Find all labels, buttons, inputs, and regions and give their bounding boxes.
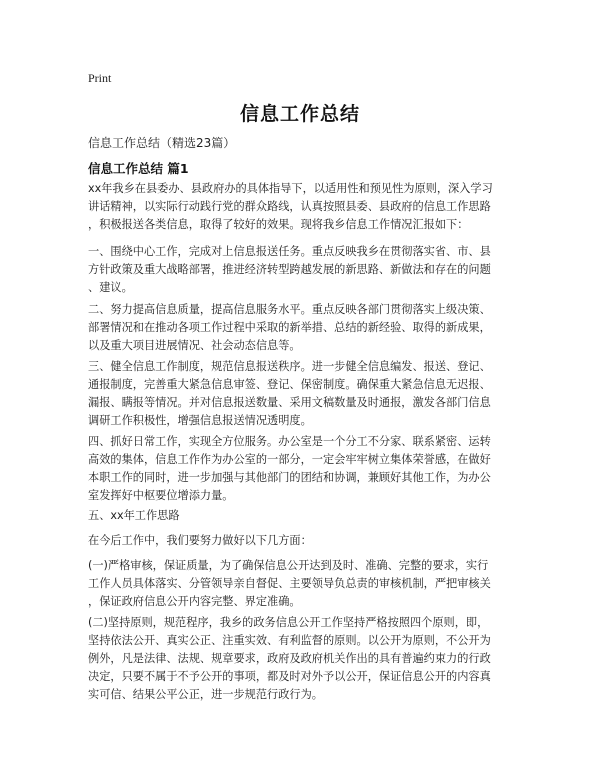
paragraph-line: 以及重大项目进展情况、社会动态信息等。 — [88, 339, 301, 352]
paragraph-line: 、建议。 — [88, 281, 133, 294]
paragraph-line: 讲话精神，以实际行动践行党的群众路线，认真按照县委、县政府的信息工作思路 — [88, 200, 491, 213]
paragraph-line: 部署情况和在推动各项工作过程中采取的新举措、总结的新经验、取得的新成果， — [88, 321, 491, 334]
paragraph-line: ，积极报送各类信息，取得了较好的效果。现将我乡信息工作情况汇报如下： — [88, 218, 469, 231]
paragraph-line: 调研工作积极性，增强信息报送情况透明度。 — [88, 414, 312, 427]
paragraph-item-1 — [88, 557, 518, 611]
paragraph-line: 五、xx年工作思路 — [88, 509, 180, 522]
paragraph-line: 通报制度，完善重大紧急信息审签、登记、保密制度。确保重大紧急信息无迟报、 — [88, 378, 491, 391]
paragraph-line: xx年我乡在县委办、县政府办的具体指导下，以适用性和预见性为原则，深入学习 — [88, 182, 493, 195]
paragraph-line: 三、健全信息工作制度，规范信息报送秩序。进一步健全信息编发、报送、登记、 — [88, 360, 491, 373]
paragraph-intro — [88, 180, 518, 234]
paragraph-line: 坚持依法公开、真实公正、注重实效、有利监督的原则。以公开为原则，不公开为 — [88, 634, 491, 647]
paragraph-line: ，保证政府信息公开内容完整、界定准确。 — [88, 595, 301, 608]
paragraph-point-5 — [88, 507, 518, 525]
paragraph-line: 例外，凡是法律、法规、规章要求，政府及政府机关作出的具有普遍约束力的行政 — [88, 652, 491, 665]
paragraph-line: 在今后工作中，我们要努力做好以下几方面： — [88, 534, 312, 547]
paragraph-item-2 — [88, 614, 518, 704]
paragraph-line: 方针政策及重大战略部署，推进经济转型跨越发展的新思路、新做法和存在的问题 — [88, 263, 491, 276]
paragraph-line: (一)严格审核，保证质量，为了确保信息公开达到及时、准确、完整的要求，实行 — [88, 559, 489, 572]
paragraph-line: 高效的集体，信息工作作为办公室的一部分，一定会牢牢树立集体荣誉感，在做好 — [88, 453, 491, 466]
paragraph-line: 一、围绕中心工作，完成对上信息报送任务。重点反映我乡在贯彻落实省、市、县 — [88, 245, 491, 258]
paragraph-point-2 — [88, 301, 518, 355]
section-heading: 信息工作总结 篇1 — [88, 161, 189, 176]
paragraph-line: 实可信、结果公平公正，进一步规范行政行为。 — [88, 688, 323, 701]
paragraph-line: 室发挥好中枢要位增添力量。 — [88, 489, 234, 502]
paragraph-lead-in — [88, 532, 518, 550]
paragraph-point-1 — [88, 243, 518, 297]
page-title: 信息工作总结 — [239, 103, 360, 125]
paragraph-line: 工作人员具体落实、分管领导亲自督促、主要领导负总责的审核机制，严把审核关 — [88, 577, 491, 590]
paragraph-line: 四、抓好日常工作，实现全方位服务。办公室是一个分工不分家、联系紧密、运转 — [88, 435, 491, 448]
paragraph-line: (二)坚持原则，规范程序，我乡的政务信息公开工作坚持严格按照四个原则，即， — [88, 616, 489, 629]
paragraph-point-4 — [88, 433, 518, 505]
paragraph-line: 本职工作的同时，进一步加强与其他部门的团结和协调，兼顾好其他工作，为办公 — [88, 471, 491, 484]
paragraph-line: 决定，只要不属于不予公开的事项，都及时对外予以公开，保证信息公开的内容真 — [88, 670, 491, 683]
document-subtitle: 信息工作总结（精选23篇） — [88, 136, 236, 150]
paragraph-point-3 — [88, 358, 518, 430]
paragraph-line: 漏报、瞒报等情况。并对信息报送数量、采用文稿数量及时通报，激发各部门信息 — [88, 396, 491, 409]
paragraph-line: 二、努力提高信息质量，提高信息服务水平。重点反映各部门贯彻落实上级决策、 — [88, 303, 491, 316]
print-link[interactable]: Print — [88, 71, 112, 85]
